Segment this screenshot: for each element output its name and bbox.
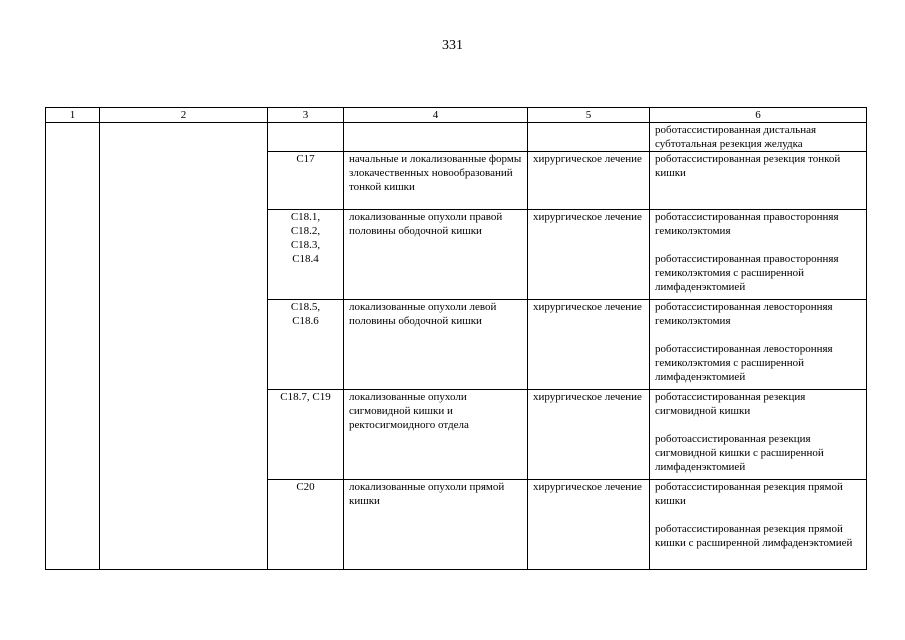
methods-cell <box>650 480 867 570</box>
condition-cell <box>344 123 528 152</box>
methods-cell <box>650 390 867 480</box>
code-cell: C18.7, C19 <box>268 390 344 480</box>
table-row <box>46 123 867 152</box>
medical-procedures-table <box>45 107 867 570</box>
code-cell: C18.1, C18.2, C18.3, C18.4 <box>268 210 344 300</box>
treatment-cell <box>528 123 650 152</box>
condition-cell: локализованные опухоли сигмовидной кишки и ректосигмоидного отдела <box>344 390 528 480</box>
method-text: роботассистированная резекция прямой кишки <box>655 481 843 507</box>
table-header-row <box>46 108 867 123</box>
method-text: роботассистированная левосторонняя гемиколэктомия <box>655 301 833 327</box>
cell-col-1 <box>46 123 100 570</box>
treatment-cell: хирургическое лечение <box>528 210 650 300</box>
condition-cell: локализованные опухоли правой половины ободочной кишки <box>344 210 528 300</box>
method-text: роботассистированная резекция тонкой кишки <box>655 153 841 179</box>
methods-cell <box>650 300 867 390</box>
code-cell <box>268 123 344 152</box>
column-header: 4 <box>344 108 528 123</box>
treatment-cell: хирургическое лечение <box>528 300 650 390</box>
method-text: роботассистированная дистальная субтотальная резекция желудка <box>655 124 817 150</box>
page-number: 331 <box>442 38 463 53</box>
methods-cell <box>650 210 867 300</box>
method-text: роботассистированная левосторонняя гемиколэктомия с расширенной лимфаденэктомией <box>655 343 833 383</box>
column-header: 1 <box>46 108 100 123</box>
column-header: 3 <box>268 108 344 123</box>
condition-cell: локализованные опухоли левой половины ободочной кишки <box>344 300 528 390</box>
method-text: роботассистированная правосторонняя гемиколэктомия <box>655 211 839 237</box>
treatment-cell: хирургическое лечение <box>528 480 650 570</box>
treatment-cell: хирургическое лечение <box>528 390 650 480</box>
code-cell: C17 <box>268 152 344 210</box>
method-text: роботассистированная резекция прямой кишки с расширенной лимфаденэктомией <box>655 523 853 549</box>
cell-col-2 <box>100 123 268 570</box>
method-text: роботассистированная правосторонняя гемиколэктомия с расширенной лимфаденэктомией <box>655 253 839 293</box>
method-text: роботассистированная резекция сигмовидной кишки <box>655 391 806 417</box>
column-header: 5 <box>528 108 650 123</box>
condition-cell: начальные и локализованные формы злокачественных новообразований тонкой кишки <box>344 152 528 210</box>
column-header: 6 <box>650 108 867 123</box>
methods-cell <box>650 123 867 152</box>
condition-cell: локализованные опухоли прямой кишки <box>344 480 528 570</box>
method-text: роботоассистированная резекция сигмовидной кишки с расширенной лимфаденэктомией <box>655 433 824 473</box>
methods-cell <box>650 152 867 210</box>
code-cell: C20 <box>268 480 344 570</box>
code-cell: C18.5, C18.6 <box>268 300 344 390</box>
column-header: 2 <box>100 108 268 123</box>
treatment-cell: хирургическое лечение <box>528 152 650 210</box>
